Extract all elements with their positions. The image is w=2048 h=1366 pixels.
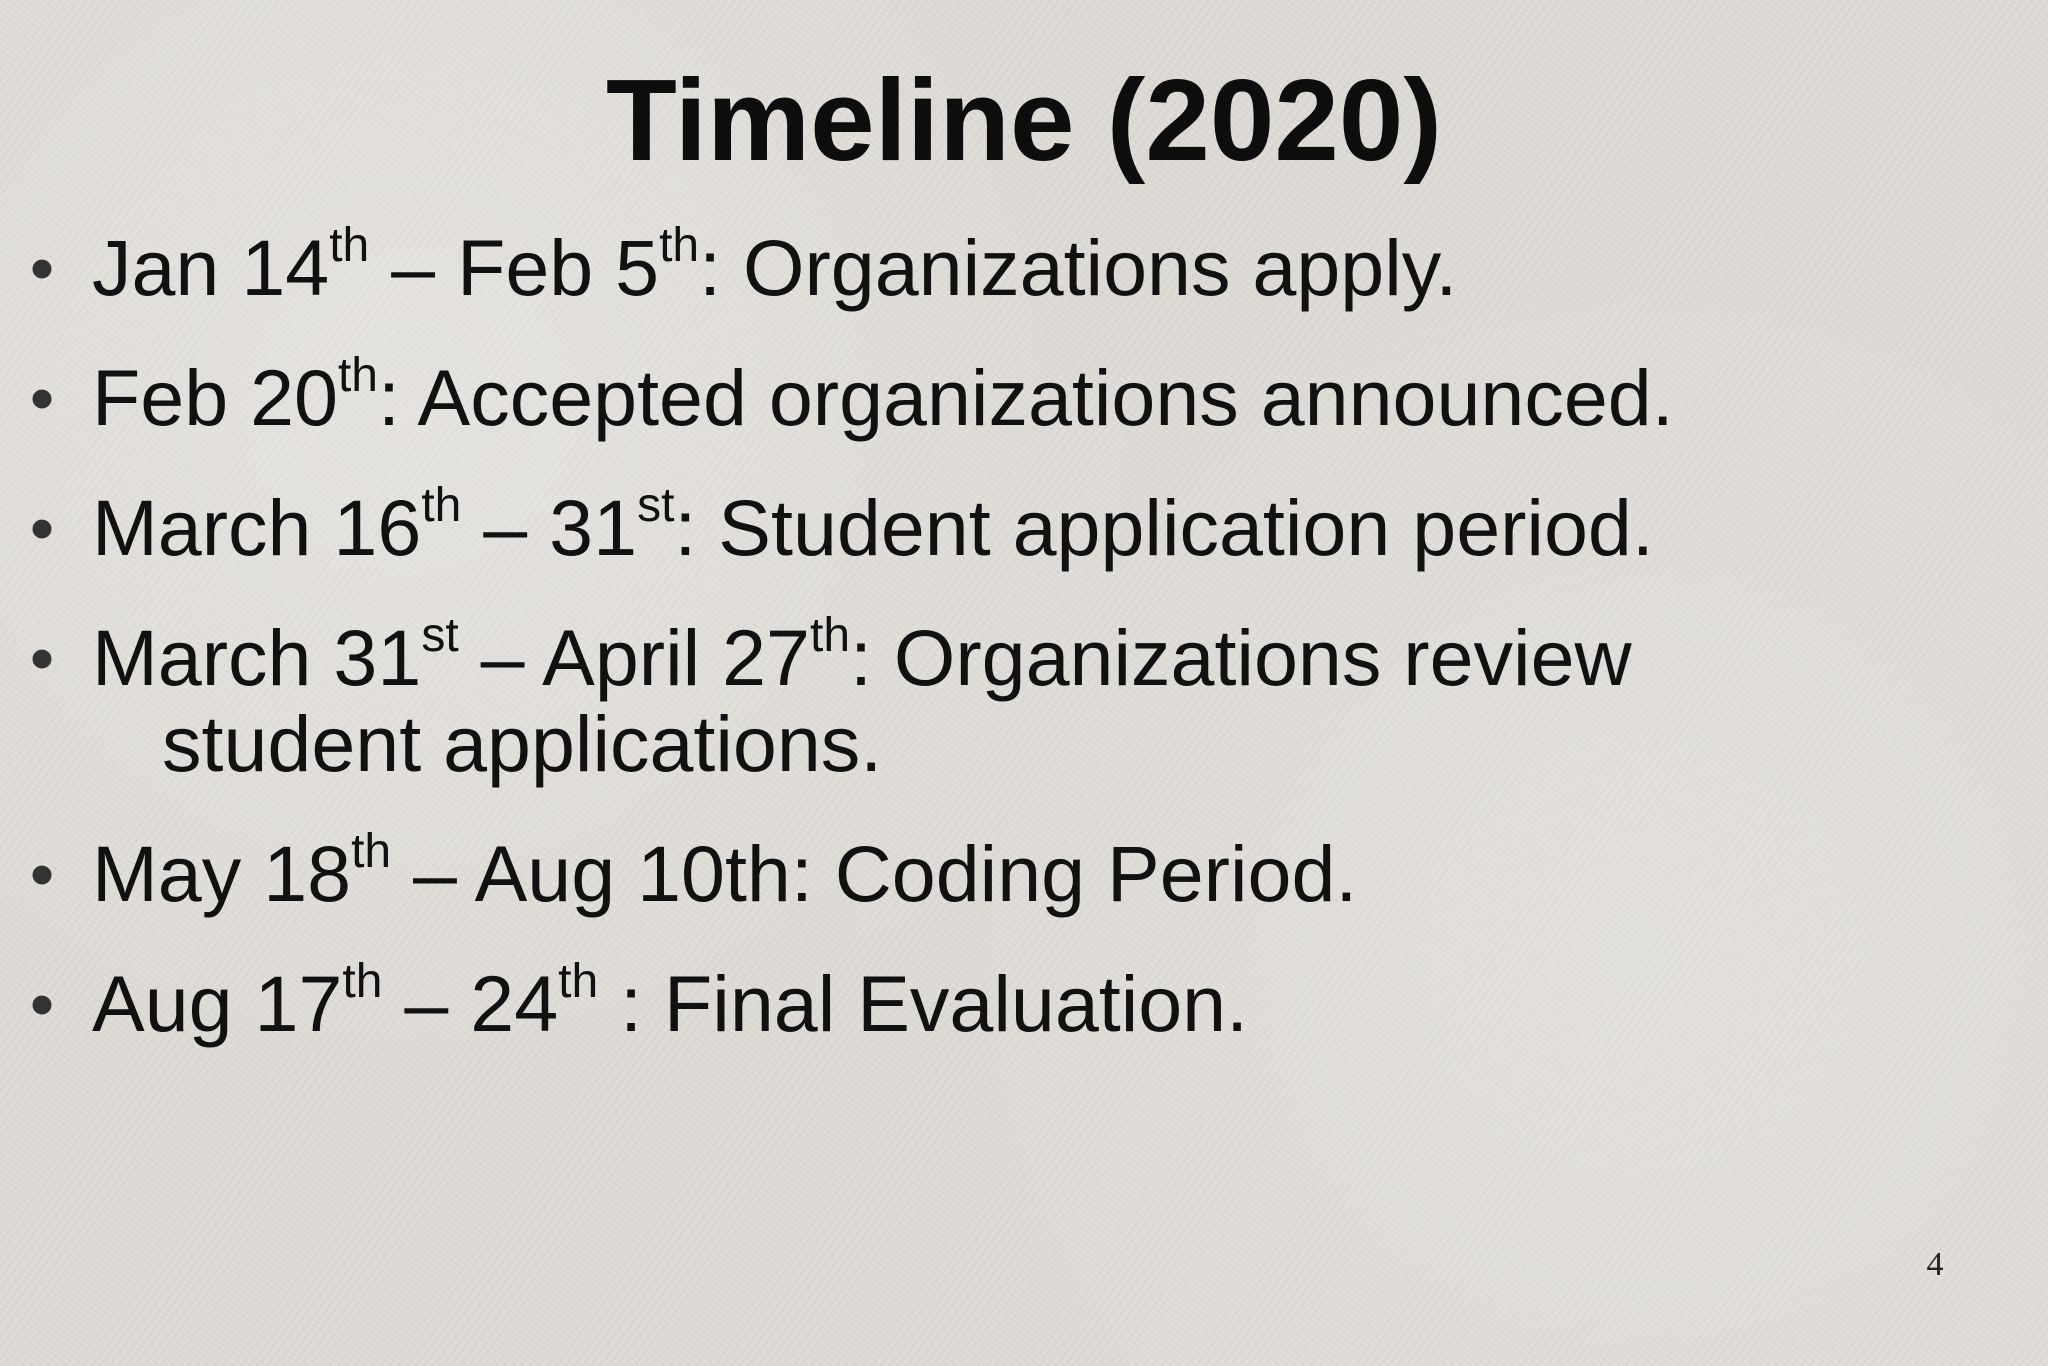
- bullet-text: – 24: [382, 959, 559, 1048]
- bullet-item-coding-period: [29, 825, 1992, 920]
- bullet-dot-icon: •: [29, 489, 55, 567]
- bullet-text: – Feb 5: [369, 223, 660, 312]
- bullet-text: – Aug 10th: Coding Period.: [391, 829, 1358, 918]
- timeline-bullet-list: [29, 219, 1992, 1088]
- bullet-dot-icon: •: [29, 229, 55, 307]
- bullet-text: May 18: [92, 829, 352, 918]
- bullet-text: Feb 20: [92, 353, 338, 442]
- bullet-item-orgs-announced: [29, 349, 1992, 444]
- bullet-dot-icon: •: [29, 835, 55, 913]
- ordinal-suffix: th: [659, 219, 700, 272]
- ordinal-suffix: th: [337, 349, 378, 402]
- ordinal-suffix: th: [342, 955, 383, 1008]
- bullet-text: : Student application period.: [674, 483, 1654, 572]
- ordinal-suffix: st: [637, 479, 675, 532]
- ordinal-suffix: th: [558, 955, 599, 1008]
- slide-title: Timeline (2020): [605, 55, 1442, 185]
- bullet-text: March 16: [92, 483, 422, 572]
- bullet-text: : Organizations apply.: [699, 223, 1458, 312]
- ordinal-suffix: th: [329, 219, 370, 272]
- bullet-text: – April 27: [458, 613, 810, 702]
- bullet-text: Aug 17: [92, 959, 343, 1048]
- bullet-continuation-text: student applications.: [162, 699, 883, 788]
- bullet-item-org-review: [29, 609, 1992, 790]
- bullet-text: : Organizations review: [850, 613, 1632, 702]
- bullet-item-student-application: [29, 479, 1992, 574]
- ordinal-suffix: th: [421, 479, 462, 532]
- bullet-dot-icon: •: [29, 965, 55, 1043]
- bullet-text: – 31: [461, 483, 638, 572]
- bullet-item-org-apply: [29, 219, 1992, 314]
- ordinal-suffix: st: [421, 609, 459, 662]
- bullet-item-final-evaluation: [29, 955, 1992, 1050]
- bullet-dot-icon: •: [29, 359, 55, 437]
- page-number: 4: [1926, 1246, 1944, 1283]
- bullet-text: : Accepted organizations announced.: [377, 353, 1674, 442]
- bullet-dot-icon: •: [29, 619, 55, 697]
- ordinal-suffix: th: [351, 825, 392, 878]
- ordinal-suffix: th: [810, 609, 851, 662]
- bullet-text: Jan 14: [92, 223, 330, 312]
- bullet-text: March 31: [92, 613, 422, 702]
- bullet-text: : Final Evaluation.: [598, 959, 1249, 1048]
